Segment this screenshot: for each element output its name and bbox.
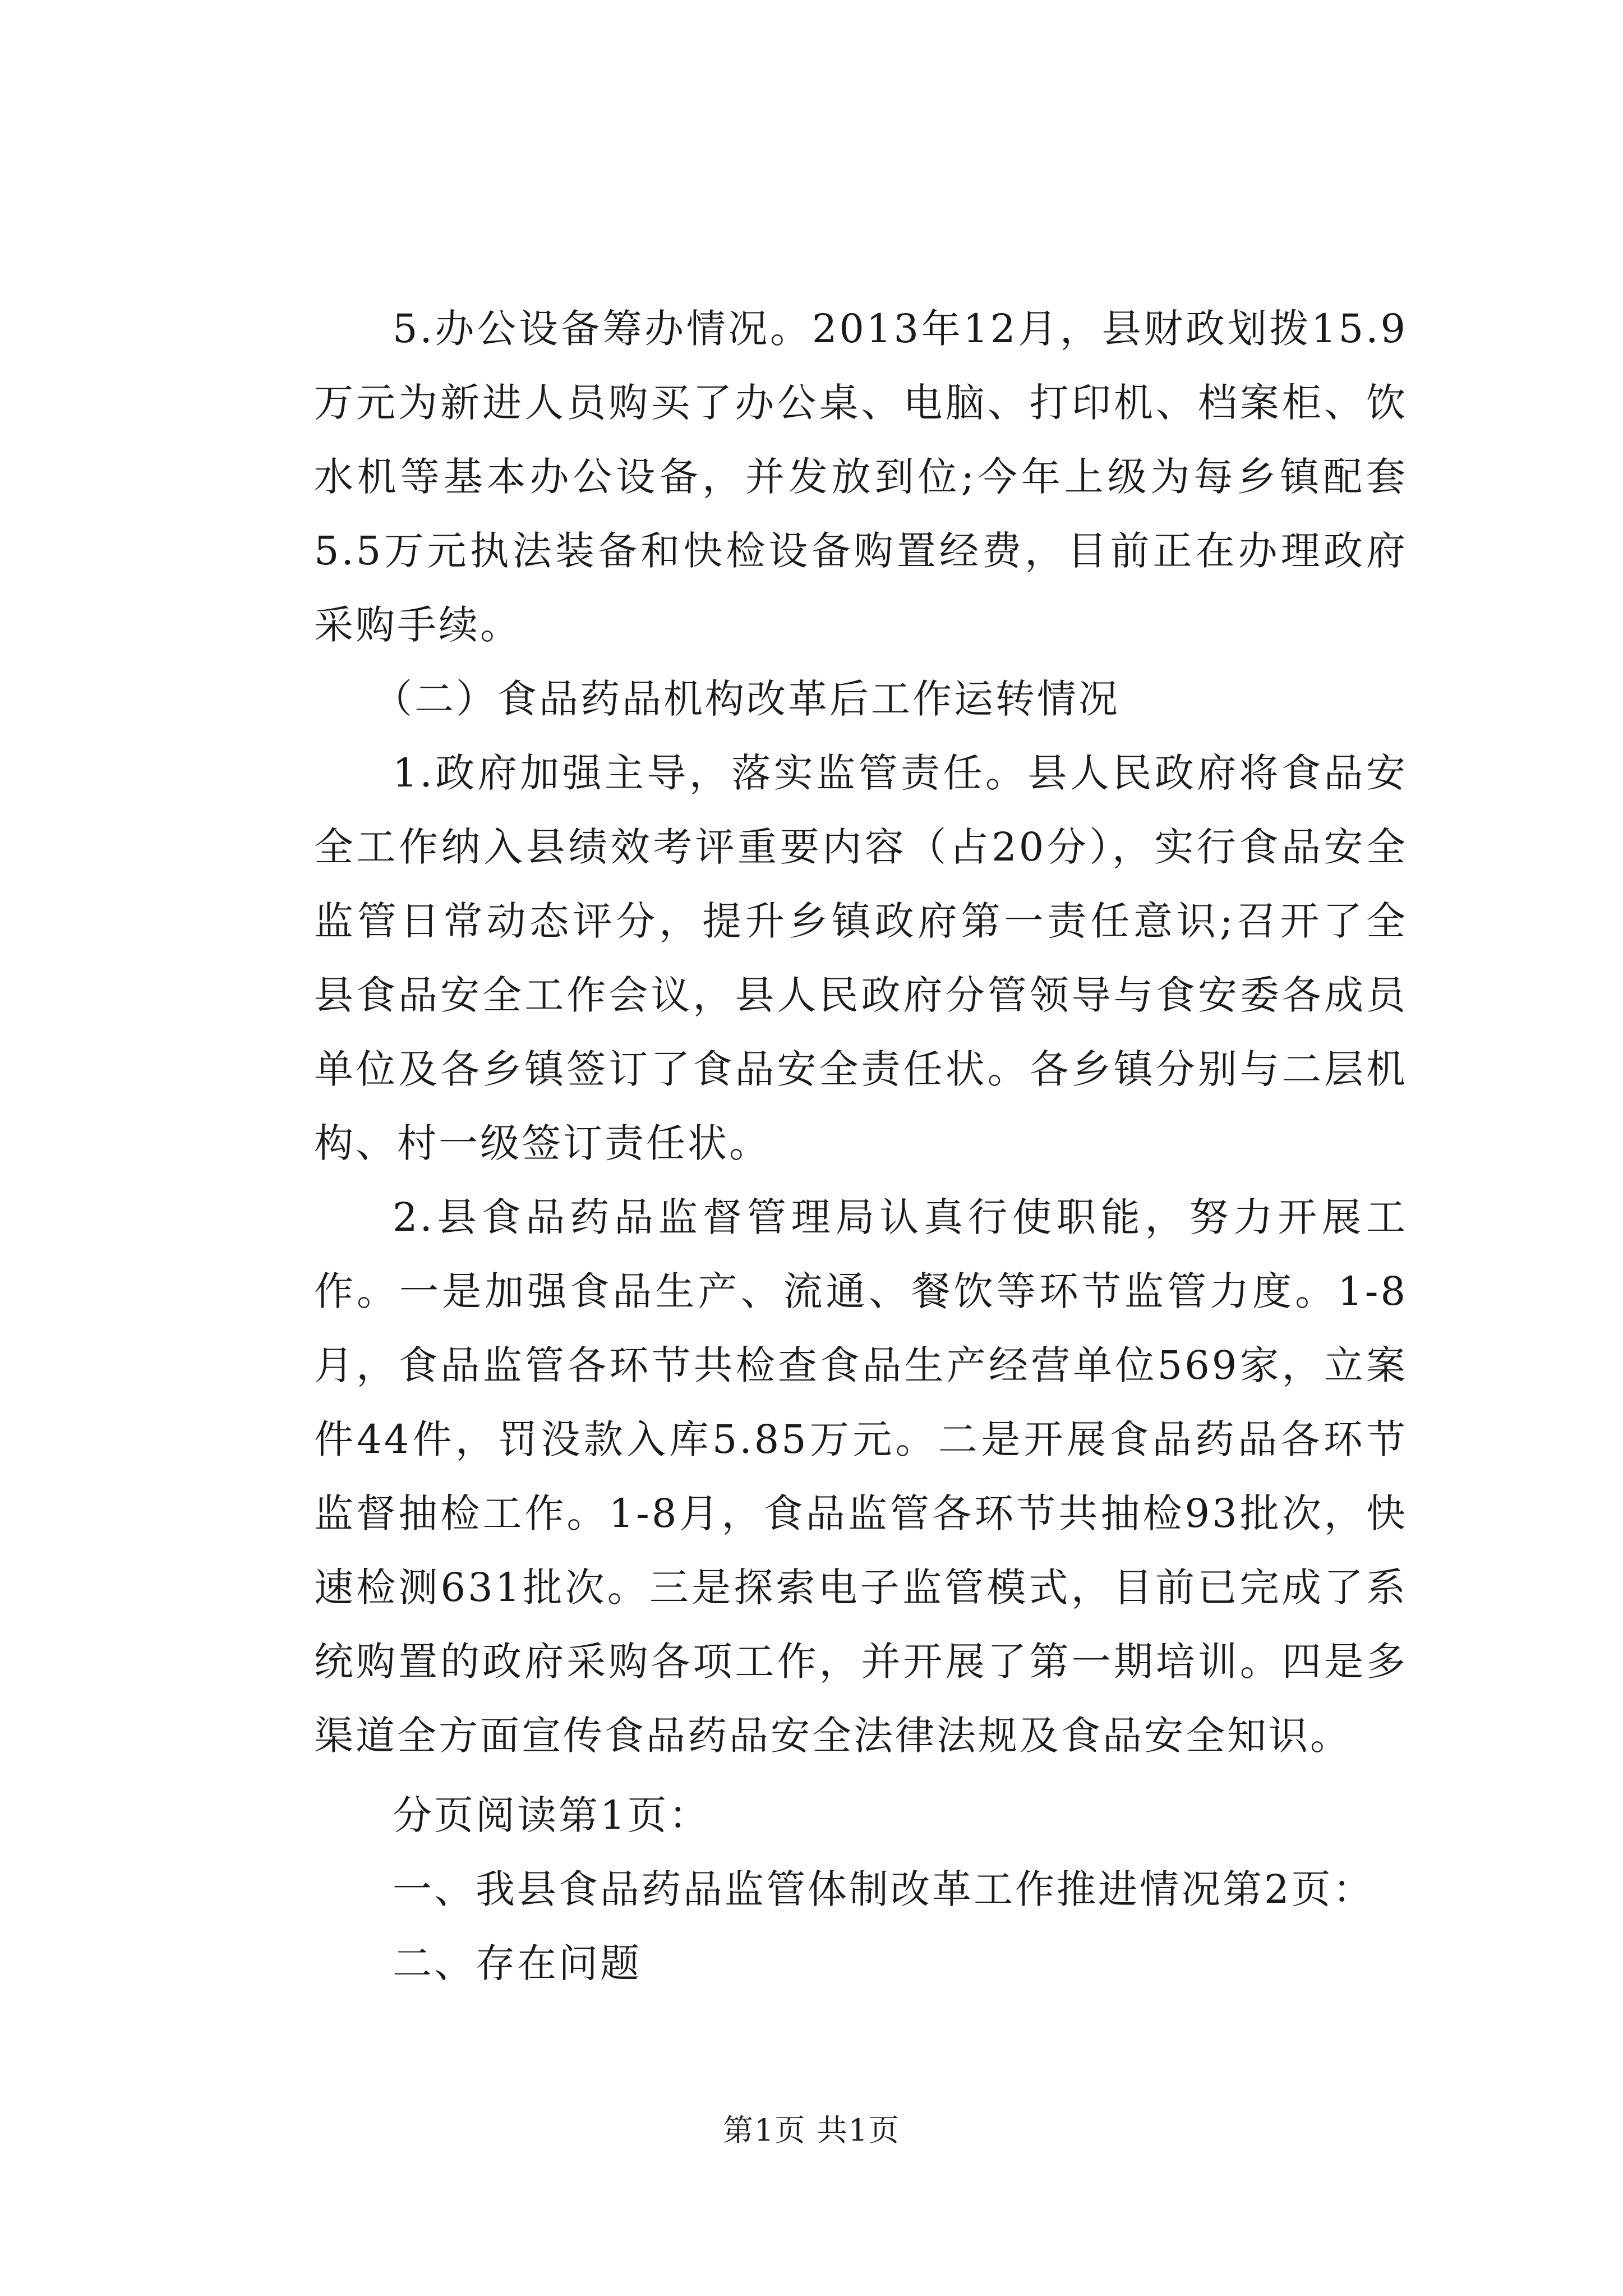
document-body <box>314 292 1408 2000</box>
page-nav-link-2[interactable]: 一、我县食品药品监管体制改革工作推进情况第2页： <box>393 1866 1375 1912</box>
paragraph-office-equipment: 5.办公设备筹办情况。2013年12月，县财政划拨15.9万元为新进人员购买了办公桌、电脑、打印机、档案柜、饮水机等基本办公设备，并发放到位;今年上级为每乡镇配套5.5万元执法装备和快检设备购置经费，目前正在办理政府采购手续。 <box>314 306 1408 648</box>
page-nav-link-3[interactable]: 二、存在问题 <box>393 1940 642 1986</box>
page-nav-link-1[interactable]: 分页阅读第1页： <box>393 1792 711 1838</box>
page-footer: 第1页 共1页 <box>723 2113 900 2148</box>
paragraph-bureau-duties: 2.县食品药品监督管理局认真行使职能，努力开展工作。一是加强食品生产、流通、餐饮等环节监管力度。1-8月，食品监管各环节共检查食品生产经营单位569家，立案件44件，罚没款入库5.85万元。二是开展食品药品各环节监督抽检工作。1-8月，食品监管各环节共抽检93批次，快速检测631批次。三是探索电子监管模式，目前已完成了系统购置的政府采购各项工作，并开展了第一期培训。四是多渠道全方面宣传食品药品安全法律法规及食品安全知识。 <box>314 1194 1408 1759</box>
paragraph-government-leadership: 1.政府加强主导，落实监管责任。县人民政府将食品安全工作纳入县绩效考评重要内容（占20分），实行食品安全监管日常动态评分，提升乡镇政府第一责任意识;召开了全县食品安全工作会议，县人民政府分管领导与食安委各成员单位及各乡镇签订了食品安全责任状。各乡镇分别与二层机构、村一级签订责任状。 <box>314 750 1408 1166</box>
section-heading-operation: （二）食品药品机构改革后工作运转情况 <box>373 676 1120 722</box>
